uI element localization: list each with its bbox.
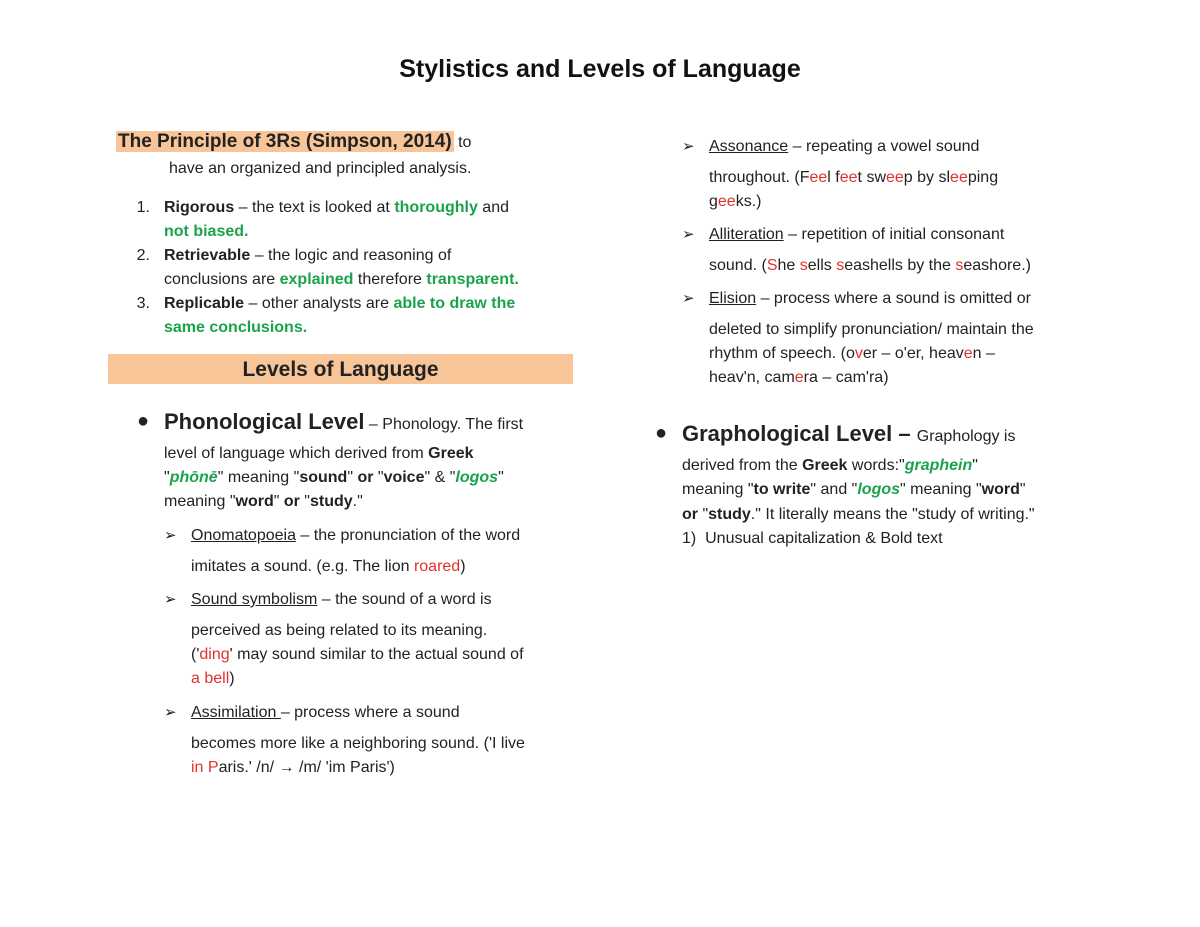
text: n – (972, 345, 995, 362)
text: – process where a sound is omitted or (756, 290, 1031, 307)
term-retrievable: Retrievable (164, 247, 251, 264)
highlight-text: phōnē (169, 469, 218, 486)
red-text: s (799, 257, 808, 274)
text: meaning " (164, 493, 236, 510)
text: Greek (802, 457, 848, 474)
arrow-bullet-icon: ➢ (682, 138, 695, 155)
arrow-bullet-icon: ➢ (164, 527, 177, 544)
text: ) (460, 558, 466, 575)
text: ells (807, 257, 837, 274)
text: – Phonology. The first (364, 416, 524, 433)
text: to write (753, 481, 811, 498)
list-item-replicable-line2 (164, 316, 307, 340)
bullet-icon: ● (655, 422, 668, 444)
red-text: S (766, 257, 778, 274)
red-text: ee (950, 169, 968, 186)
highlight-text: not biased. (164, 223, 249, 240)
text: (' (191, 646, 200, 663)
red-text: ee (886, 169, 904, 186)
term-assonance: Assonance (709, 138, 789, 155)
arrow-right-icon: → (278, 759, 295, 776)
text: ." It literally means the "study of writing." (750, 506, 1035, 523)
list-number: 1) (682, 530, 697, 547)
arrow-bullet-icon: ➢ (682, 226, 695, 243)
text: or (357, 469, 374, 486)
graphological-line3 (682, 478, 1026, 502)
text: ping (967, 169, 999, 186)
red-text: P (207, 759, 219, 776)
assonance-line3 (709, 190, 761, 214)
list-number: 3. (136, 295, 150, 312)
text: " (1019, 481, 1026, 498)
red-text: s (955, 257, 964, 274)
text: word (235, 493, 274, 510)
text: derived from the (682, 457, 803, 474)
text: heav'n, cam (709, 369, 795, 386)
text: " (164, 469, 170, 486)
text: eashore.) (963, 257, 1031, 274)
red-text: s (836, 257, 845, 274)
text: sound (299, 469, 348, 486)
red-text: ding (199, 646, 230, 663)
highlight-text: logos (455, 469, 499, 486)
text: study (708, 506, 751, 523)
text: er – o'er, heav (862, 345, 964, 362)
text: or (283, 493, 300, 510)
text: imitates a sound. (e.g. The lion (191, 558, 414, 575)
text: " (299, 493, 310, 510)
red-text: a bell (191, 670, 230, 687)
phonological-line4 (164, 490, 363, 514)
text: he (777, 257, 800, 274)
text: " (498, 469, 504, 486)
text: meaning " (682, 481, 754, 498)
text: " (347, 469, 358, 486)
text: ' may sound similar to the actual sound of (229, 646, 524, 663)
page-title: Stylistics and Levels of Language (399, 55, 801, 83)
graphological-list-item (682, 527, 943, 551)
text: – the sound of a word is (317, 591, 492, 608)
principle-intro: have an organized and principled analysis. (169, 160, 472, 177)
levels-heading: Levels of Language (108, 354, 573, 384)
alliteration-line1 (709, 223, 1004, 247)
text: " & " (424, 469, 456, 486)
text: p by sl (903, 169, 951, 186)
text: aris.' /n/ (218, 759, 279, 776)
onomatopoeia-line1 (191, 524, 520, 548)
text: ." (352, 493, 363, 510)
list-item-retrievable-line2 (164, 268, 519, 292)
text: eashells by the (844, 257, 956, 274)
principle-heading: The Principle of 3Rs (Simpson, 2014) (118, 131, 452, 152)
list-number: 2. (136, 247, 150, 264)
text: – process where a sound (280, 704, 460, 721)
text: " (373, 469, 384, 486)
phonological-title-line (164, 408, 523, 439)
term-sound-symbolism: Sound symbolism (191, 591, 318, 608)
term-rigorous: Rigorous (164, 199, 235, 216)
elision-line1 (709, 287, 1031, 311)
graphological-title-line (682, 420, 1015, 451)
arrow-bullet-icon: ➢ (164, 591, 177, 608)
text: l f (827, 169, 840, 186)
text: sound. ( (709, 257, 767, 274)
sound-symbolism-line4 (191, 667, 235, 691)
highlight-text: logos (857, 481, 901, 498)
sound-symbolism-line1 (191, 588, 492, 612)
highlight-text: transparent. (426, 271, 519, 288)
text: therefore (353, 271, 427, 288)
text: " meaning " (217, 469, 300, 486)
text: – other analysts are (244, 295, 394, 312)
text: – the text is looked at (234, 199, 395, 216)
list-item-rigorous-line2 (164, 220, 248, 244)
elision-line3 (709, 342, 995, 366)
alliteration-line2 (709, 254, 1031, 278)
principle-heading-tail: to (453, 134, 472, 151)
text: rhythm of speech. (o (709, 345, 855, 362)
phonological-line2 (164, 442, 474, 466)
graphological-line2 (682, 454, 978, 478)
arrow-bullet-icon: ➢ (682, 290, 695, 307)
text: throughout. (F (709, 169, 810, 186)
term-assimilation: Assimilation (191, 704, 281, 721)
principle-heading-line (116, 128, 471, 157)
term-elision: Elision (709, 290, 757, 307)
red-text: e (963, 345, 973, 362)
text: ) (229, 670, 235, 687)
assimilation-line3 (191, 756, 395, 780)
red-text: ee (839, 169, 858, 186)
red-text: v (854, 345, 863, 362)
list-item-replicable (164, 292, 515, 316)
text: words:" (847, 457, 905, 474)
text: " (273, 493, 284, 510)
graphological-title: Graphological Level – (682, 421, 917, 446)
text: Graphology is (916, 428, 1016, 445)
phonological-title: Phonological Level (164, 409, 365, 434)
text: ra – cam'ra) (803, 369, 889, 386)
red-text: ee (717, 193, 736, 210)
assimilation-line2: becomes more like a neighboring sound. ('I live (191, 735, 525, 752)
red-text: ee (809, 169, 828, 186)
list-item-rigorous (164, 196, 509, 220)
assonance-line1 (709, 135, 979, 159)
text: " meaning " (900, 481, 982, 498)
text: and (477, 199, 509, 216)
term-alliteration: Alliteration (709, 226, 784, 243)
highlight-text: same conclusions. (164, 319, 308, 336)
sound-symbolism-line2: perceived as being related to its meaning. (191, 622, 488, 639)
list-item-retrievable (164, 244, 451, 268)
highlight-text: graphein (904, 457, 973, 474)
text: level of language which derived from (164, 445, 429, 462)
text: or (682, 506, 698, 523)
list-number: 1. (136, 199, 150, 216)
text: /m/ 'im Paris') (294, 759, 395, 776)
highlight-text: explained (279, 271, 354, 288)
text: " and " (810, 481, 858, 498)
red-text: e (794, 369, 804, 386)
text: word (981, 481, 1020, 498)
text: – the pronunciation of the word (295, 527, 521, 544)
graphological-line4 (682, 503, 1035, 527)
text: conclusions are (164, 271, 280, 288)
text: " (972, 457, 978, 474)
red-text: roared (413, 558, 461, 575)
text: Unusual capitalization & Bold text (705, 530, 943, 547)
onomatopoeia-line2 (191, 555, 466, 579)
text: voice (383, 469, 425, 486)
highlight-text: able to draw the (393, 295, 516, 312)
text: ks.) (735, 193, 762, 210)
elision-line2: deleted to simplify pronunciation/ maintain the (709, 321, 1034, 338)
assonance-line2 (709, 166, 998, 190)
sound-symbolism-line3 (191, 643, 524, 667)
text: – the logic and reasoning of (250, 247, 452, 264)
arrow-bullet-icon: ➢ (164, 704, 177, 721)
phonological-line3 (164, 466, 504, 490)
text: – repetition of initial consonant (783, 226, 1005, 243)
text: study (309, 493, 353, 510)
text: Greek (428, 445, 474, 462)
bullet-icon: ● (137, 410, 150, 432)
text: – repeating a vowel sound (788, 138, 980, 155)
term-onomatopoeia: Onomatopoeia (191, 527, 296, 544)
text: g (709, 193, 718, 210)
red-text: in (191, 759, 208, 776)
term-replicable: Replicable (164, 295, 245, 312)
text: t sw (857, 169, 886, 186)
assimilation-line1 (191, 701, 460, 725)
elision-line4 (709, 366, 889, 390)
text: " (698, 506, 709, 523)
highlight-text: thoroughly (394, 199, 478, 216)
